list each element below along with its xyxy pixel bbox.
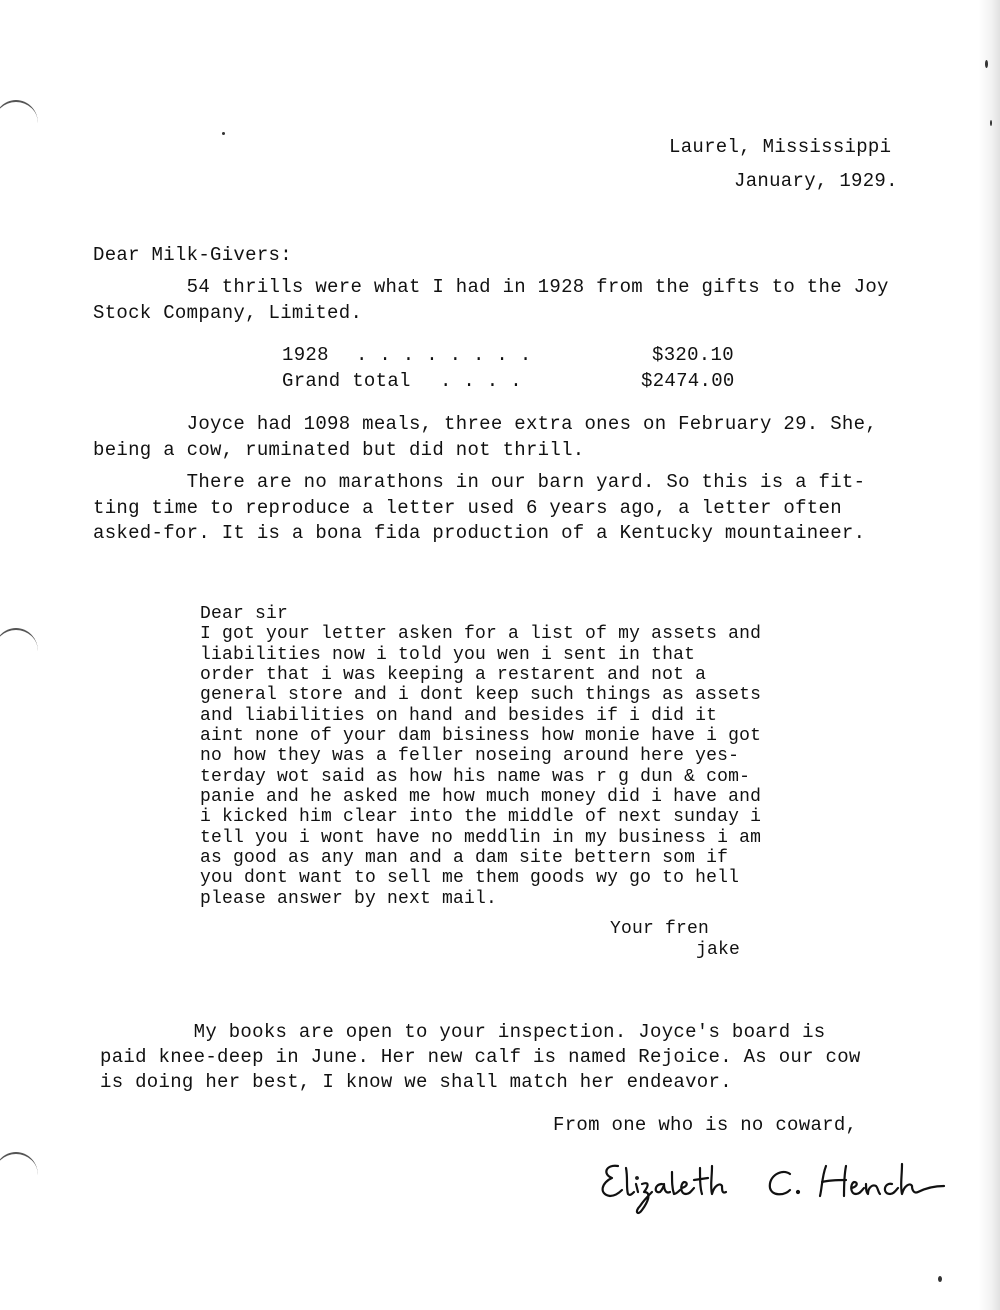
quoted-letter-line: terday wot said as how his name was r g dun & com- [200, 767, 751, 787]
punch-hole-mark [0, 1152, 38, 1198]
summary-value: $2474.00 [641, 370, 735, 392]
quoted-letter-line: you dont want to sell me them goods wy go to hell [200, 868, 740, 888]
paragraph-line: is doing her best, I know we shall match her endeavor. [100, 1071, 732, 1093]
page-edge-shadow [978, 0, 1000, 1310]
quoted-letter-closing: Your fren [610, 919, 710, 939]
quoted-letter-line: Dear sir [200, 604, 289, 624]
quoted-letter-line: please answer by next mail. [200, 889, 498, 909]
summary-label: Grand total [282, 370, 411, 392]
salutation: Dear Milk-Givers: [93, 244, 292, 266]
punch-hole-mark [0, 628, 38, 674]
paragraph-line: There are no marathons in our barn yard. So this is a fit- [93, 471, 866, 493]
quoted-letter-line: panie and he asked me how much money did i have and [200, 787, 762, 807]
paragraph-line: 54 thrills were what I had in 1928 from the gifts to the Joy [93, 276, 889, 298]
summary-leaders: . . . . [440, 370, 522, 392]
ink-speck [938, 1276, 942, 1282]
quoted-letter-line: order that i was keeping a restarent and not a [200, 665, 707, 685]
paragraph-line: ting time to reproduce a letter used 6 years ago, a letter often [93, 497, 842, 519]
paragraph-line: Stock Company, Limited. [93, 302, 363, 324]
closing: From one who is no coward, [553, 1114, 858, 1136]
quoted-letter-line: and liabilities on hand and besides if i did it [200, 706, 718, 726]
quoted-letter-line: general store and i dont keep such things as assets [200, 685, 762, 705]
quoted-letter-line: i kicked him clear into the middle of next sunday i [200, 807, 762, 827]
paragraph-line: My books are open to your inspection. Joyce's board is [100, 1021, 826, 1043]
paragraph-line: asked-for. It is a bona fida production of a Kentucky mountaineer. [93, 522, 866, 544]
quoted-letter-signed: jake [696, 940, 741, 960]
heading-date: January, 1929. [734, 170, 898, 192]
quoted-letter-line: liabilities now i told you wen i sent in that [200, 645, 696, 665]
paragraph-line: Joyce had 1098 meals, three extra ones on February 29. She, [93, 413, 878, 435]
paragraph-line: being a cow, ruminated but did not thrill. [93, 439, 585, 461]
quoted-letter-line: as good as any man and a dam site bettern som if [200, 848, 729, 868]
summary-leaders: . . . . . . . . [356, 344, 532, 366]
punch-hole-mark [0, 100, 38, 146]
quoted-letter-line: no how they was a feller noseing around here yes- [200, 746, 740, 766]
ink-speck [222, 132, 225, 135]
summary-value: $320.10 [652, 344, 734, 366]
quoted-letter-line: I got your letter asken for a list of my assets and [200, 624, 762, 644]
quoted-letter-line: tell you i wont have no meddlin in my business i am [200, 828, 762, 848]
summary-label: 1928 [282, 344, 329, 366]
paragraph-line: paid knee-deep in June. Her new calf is named Rejoice. As our cow [100, 1046, 861, 1068]
ink-speck [990, 120, 992, 126]
heading-place: Laurel, Mississippi [669, 136, 892, 158]
quoted-letter-line: aint none of your dam bisiness how monie have i got [200, 726, 762, 746]
handwritten-signature [596, 1158, 946, 1220]
ink-speck [985, 60, 988, 68]
